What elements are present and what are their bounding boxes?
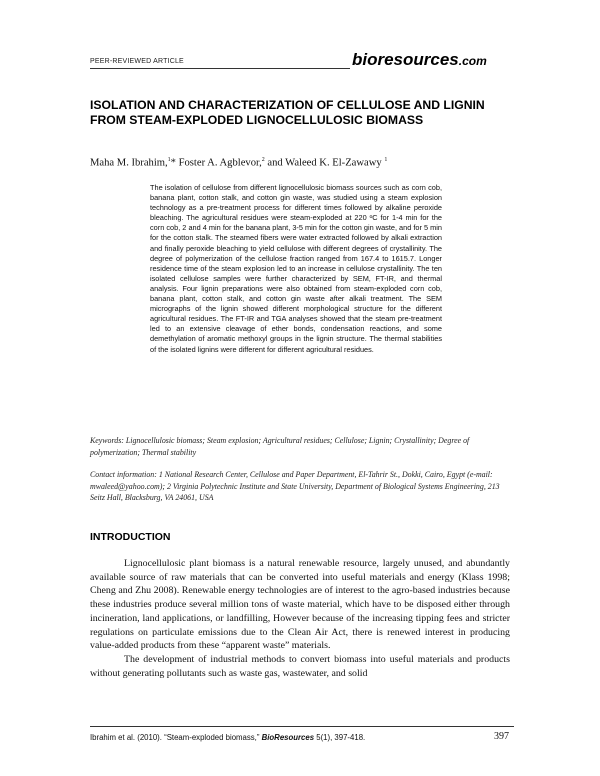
footer-citation [90,733,365,742]
abstract: The isolation of cellulose from different lignocellulosic biomass sources such as corn cob, banana plant, cotton stalk, and cotton gin waste, was studied using a steam explosion technology as a pre-treatment process for different times followed by alkaline peroxide bleaching. The agricultural residues were steam-exploded at 220 ºC for 1-4 min for the corn cob, 2 and 4 min for the banana plant, 3-5 min for the cotton gin waste, and for 5 min for the cotton stalk. The steamed fibers were water extracted followed by alkali extraction and finally peroxide bleaching to yield cellulose with different degrees of crystallinity. The degree of polymerization of the cellulose fraction ranged from 167.4 to 1615.7. Longer residence time of the steam explosion led to an increase in cellulose crystallinity. The ten isolated cellulose samples were further characterized by SEM, FT-IR, and thermal analysis. Four lignin preparations were also obtained from steam-exploded corn cob, banana plant, cotton stalk, and cotton gin waste after alkali treatment. The SEM micrographs of the lignin showed different morphological structure for the different agricultural residues. The FT-IR and TGA analyses showed that the steam pre-treatment led to an extensive cleavage of ether bonds, condensation reactions, and some demethylation of aromatic methoxyl groups in the lignin structure. The thermal stabilities of the isolated lignins were different for different agricultural residues. [150,183,442,354]
intro-paragraph-1: Lignocellulosic plant biomass is a natural renewable resource, largely unused, and abundantly available source of raw materials that can be converted into useful materials and energy (Klass 1998; Cheng and Zhu 2008). Renewable energy technologies are of interest to the agro-based industries because these industries produce several million tons of waste material, which have to be disposed either through incineration, land applications, or landfilling, However because of the increasing tipping fees and stricter regulations on particulate emissions due to the Clean Air Act, there is renewed interest in producing value-added products from these “apparent waste” materials. [90,558,510,652]
author-3-affil: 1 [384,157,388,163]
author-1: Maha M. Ibrahim, [90,157,168,169]
intro-paragraph-2: The development of industrial methods to convert biomass into useful materials and products without generating pollutants such as waste gas, wastewater, and solid [90,653,510,679]
footer-rule [90,726,514,727]
author-2-affil: 2 [261,157,265,163]
journal-brand-name: bioresources [352,50,459,69]
keywords: Keywords: Lignocellulosic biomass; Steam explosion; Agricultural residues; Cellulose; Lignin; Crystallinity; Degree of polymerization; Thermal stability [90,436,470,457]
footer-volume: 5(1), 397-418. [314,733,366,742]
footer-journal: BioResources [261,733,315,742]
page-number: 397 [494,731,509,742]
citation-text: Ibrahim et al. (2010). “Steam-exploded biomass,” [90,733,260,742]
introduction-body [90,557,510,680]
author-1-affil: 1 [167,157,171,163]
contact-information: Contact information: 1 National Research Center, Cellulose and Paper Department, El-Tahrir St., Dokki, Cairo, Egypt (e-mail: mwaleed@yahoo.com); 2 Virginia Polytechnic Institute and State University, Department of Biological Systems Engineering, 213 Seitz Hall, Blacksburg, VA 24061, USA [90,470,500,502]
author-line [90,157,387,169]
author-2: * Foster A. Agblevor, [170,157,262,169]
section-label: PEER-REVIEWED ARTICLE [90,58,184,65]
journal-brand-suffix: .com [458,54,487,68]
author-3: and Waleed K. El-Zawawy [264,157,385,169]
header-rule [90,68,350,69]
article-title: ISOLATION AND CHARACTERIZATION OF CELLULOSE AND LIGNIN FROM STEAM-EXPLODED LIGNOCELLULOSIC BIOMASS [90,98,485,127]
section-heading-introduction: INTRODUCTION [90,531,171,543]
journal-brand [352,50,487,70]
